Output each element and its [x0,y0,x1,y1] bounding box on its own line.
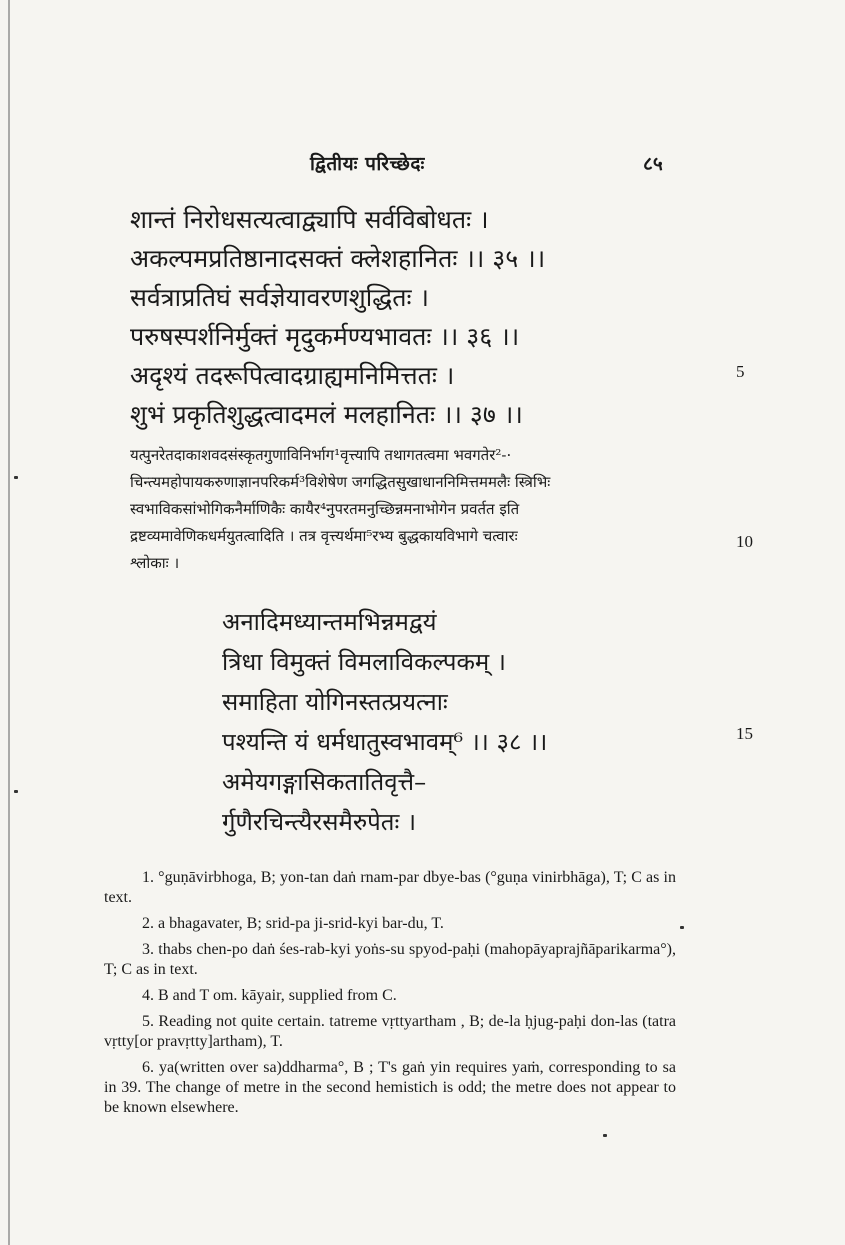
footnote-text: Reading not quite certain. tatreme vṛttyartham , B; de-la ḥjug-paḥi don-las (tatra vṛtty[or pravṛtty]artham), T. [104,1013,677,1050]
prose-line: स्वभाविकसांभोगिकनैर्माणिकैः कायैर⁴नुपरतमनुच्छिन्नमनाभोगेन प्रवर्तत इति [130,500,520,518]
print-speck [603,1134,607,1137]
verse-line: त्रिधा विमुक्तं विमलाविकल्पकम् । [222,648,506,676]
verse-line: अकल्पमप्रतिष्ठानादसक्तं क्लेशहानितः ।। ३५ ।। [130,244,546,273]
footnote [104,940,676,980]
print-speck [680,926,684,929]
line-number-margin: 5 [736,362,745,381]
verse-line: अदृश्यं तदरूपित्वादग्राह्यमनिमित्ततः । [130,361,455,390]
verse-line: र्गुणैरचिन्त्यैरसमैरुपेतः । [222,808,417,836]
page-header [0,150,845,180]
footnote-number: 2. [142,915,154,932]
footnote [104,1058,676,1118]
footnote-number: 4. [142,987,154,1004]
footnote [104,868,676,908]
line-number-margin: 10 [736,532,753,551]
footnote-text: thabs chen-po daṅ śes-rab-kyi yoṅs-su spyod-paḥi (mahopāyaprajñāparikarma°), T; C as in text. [104,941,677,978]
print-speck [14,476,18,479]
print-speck [14,790,18,793]
page-number: ८५ [643,153,663,175]
verse-line: समाहिता योगिनस्तत्प्रयत्नाः [222,688,448,716]
verse-block-bottom [222,602,547,842]
footnote-text: ya(written over sa)ddharma°, B ; T's gaṅ yin requires yaṁ, corresponding to sa in 39. The change of metre in the second hemistich is odd; the metre does not appear to be known elsewhere. [104,1059,676,1116]
footnote-text: a bhagavater, B; srid-pa ji-srid-kyi bar-du, T. [158,915,444,932]
verse-line: अमेयगङ्गासिकतातिवृत्तै– [222,768,427,796]
verse-line: अनादिमध्यान्तमभिन्नमद्वयं [222,608,437,636]
footnote-number: 1. [142,869,154,886]
footnotes [104,868,676,1124]
footnote-text: °guṇāvirbhoga, B; yon-tan daṅ rnam-par dbye-bas (°guṇa vinirbhāga), T; C as in text. [104,869,676,906]
prose-paragraph [130,442,700,577]
prose-line: द्रष्टव्यमावेणिकधर्मयुतत्वादिति । तत्र वृत्त्यर्थमा⁵रभ्य बुद्धकायविभागे चत्वारः [130,527,518,545]
prose-line: यत्पुनरेतदाकाशवदसंस्कृतगुणाविनिर्भाग¹वृत्त्यापि तथागतत्वमा भवगतेर²-· [130,446,512,464]
footnote-number: 5. [142,1013,154,1030]
verse-line: सर्वत्राप्रतिघं सर्वज्ञेयावरणशुद्धितः । [130,283,429,312]
footnote-text: B and T om. kāyair, supplied from C. [158,987,397,1004]
prose-line: श्लोकाः । [130,554,180,572]
footnote [104,986,676,1006]
prose-line: चिन्त्यमहोपायकरुणाज्ञानपरिकर्म³विशेषेण जगद्धितसुखाधाननिमित्तममलैः स्त्रिभिः [130,473,551,491]
page-edge [8,0,10,1245]
line-number-margin: 15 [736,724,753,743]
footnote-number: 6. [142,1059,154,1076]
footnote [104,914,676,934]
verse-line: शुभं प्रकृतिशुद्धत्वादमलं मलहानितः ।। ३७ ।। [130,400,523,429]
verse-line: परुषस्पर्शनिर्मुक्तं मृदुकर्मण्यभावतः ।। ३६ ।। [130,322,520,351]
chapter-title: द्वितीयः परिच्छेदः [310,153,425,175]
verse-line: पश्यन्ति यं धर्मधातुस्वभावम्⁶ ।। ३८ ।। [222,728,548,756]
verse-block-top [130,200,545,434]
footnote-number: 3. [142,941,154,958]
footnote [104,1012,676,1052]
verse-line: शान्तं निरोधसत्यत्वाद्व्यापि सर्वविबोधतः । [130,205,489,234]
